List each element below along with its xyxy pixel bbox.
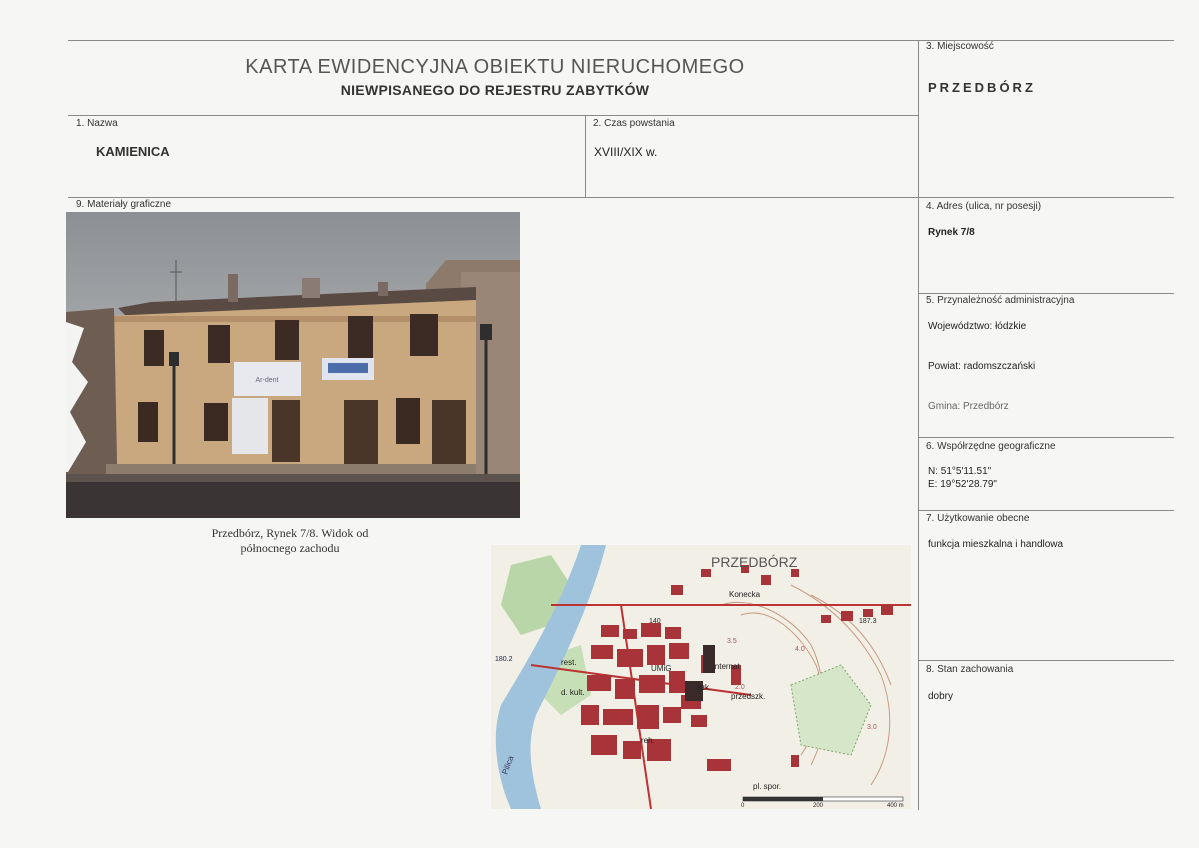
- building-photo: [66, 212, 520, 518]
- photo-caption-line1: Przedbórz, Rynek 7/8. Widok od: [211, 526, 369, 540]
- map-scale-200: 200: [813, 803, 824, 809]
- map-label-przedszk: przedszk.: [731, 692, 766, 701]
- location-map: [491, 545, 911, 809]
- right-rule-6: [918, 437, 1174, 438]
- map-label-konecka: Konecka: [729, 590, 761, 599]
- map-height-180: 180.2: [495, 656, 513, 663]
- row-rule-2: [68, 197, 1174, 198]
- map-height-187: 187.3: [859, 618, 877, 625]
- uzytkowanie-label: 7. Użytkowanie obecne: [926, 513, 1030, 524]
- map-label-umig: UMiG: [651, 664, 672, 673]
- czas-label: 2. Czas powstania: [593, 118, 675, 129]
- map-height-35: 3.5: [727, 638, 737, 645]
- adres-value: Rynek 7/8: [928, 227, 975, 238]
- materialy-label: 9. Materiały graficzne: [76, 199, 172, 210]
- stan-label: 8. Stan zachowania: [926, 664, 1014, 675]
- map-label-dkult: d. kult.: [561, 688, 585, 697]
- nazwa-label: 1. Nazwa: [76, 118, 118, 129]
- map-label-rest: rest.: [561, 658, 577, 667]
- adres-label: 4. Adres (ulica, nr posesji): [926, 201, 1042, 212]
- coord-n: N: 51°5'11.51": [928, 466, 992, 477]
- map-label-szk: szk.: [697, 683, 712, 692]
- col-divider-nazwa: [585, 115, 586, 198]
- wspolrzedne-label: 6. Współrzędne geograficzne: [926, 441, 1056, 452]
- row-rule-1: [68, 115, 918, 116]
- col-divider-main: [918, 40, 919, 810]
- miejscowosc-value: PRZEDBÓRZ: [928, 80, 1036, 95]
- uzytkowanie-value: funkcja mieszkalna i handlowa: [928, 539, 1064, 550]
- photo-caption: [160, 526, 420, 556]
- top-rule: [68, 40, 1174, 41]
- powiat-value: Powiat: radomszczański: [928, 361, 1036, 372]
- map-height-140: 140: [649, 618, 661, 625]
- stan-value: dobry: [928, 691, 954, 702]
- map-town-label: PRZEDBÓRZ: [711, 554, 798, 570]
- map-label-pilica: Pilica: [500, 754, 516, 776]
- map-scale-400: 400 m: [887, 803, 904, 809]
- wojewodztwo-value: Województwo: łódzkie: [928, 321, 1027, 332]
- map-height-40: 4.0: [795, 646, 805, 653]
- map-label-plspor: pl. spor.: [753, 782, 782, 791]
- map-label-internat: internat: [713, 662, 740, 671]
- nazwa-value: KAMIENICA: [96, 144, 170, 159]
- map-height-20: 2.0: [735, 684, 745, 691]
- czas-value: XVIII/XIX w.: [594, 145, 658, 159]
- map-label-reh: reh.: [641, 736, 655, 745]
- przynaleznosc-label: 5. Przynależność administracyjna: [926, 295, 1075, 306]
- right-rule-7: [918, 510, 1174, 511]
- right-rule-8: [918, 660, 1174, 661]
- card-subtitle: NIEWPISANEGO DO REJESTRU ZABYTKÓW: [340, 82, 650, 98]
- map-height-30: 3.0: [867, 724, 877, 731]
- right-rule-5: [918, 293, 1174, 294]
- map-scale-0: 0: [741, 803, 745, 809]
- gmina-value: Gmina: Przedbórz: [928, 401, 1009, 412]
- miejscowosc-label: 3. Miejscowość: [926, 41, 994, 52]
- coord-e: E: 19°52'28.79": [928, 479, 997, 490]
- card-title: KARTA EWIDENCYJNA OBIEKTU NIERUCHOMEGO: [245, 56, 745, 78]
- shop-sign: Ar-dent: [255, 377, 279, 384]
- photo-caption-line2: północnego zachodu: [240, 541, 340, 555]
